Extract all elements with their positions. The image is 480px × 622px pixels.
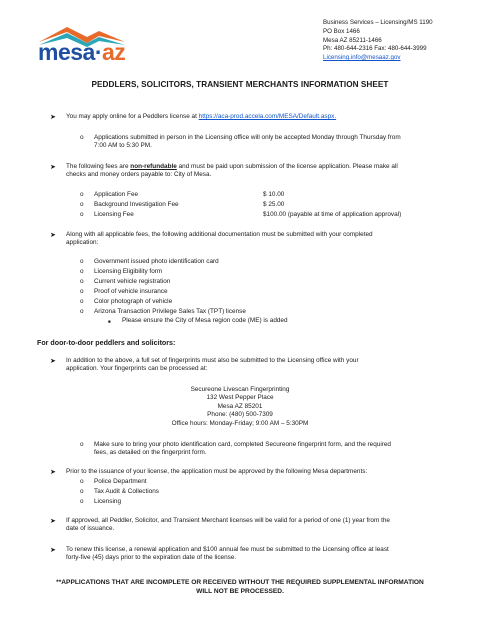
circle-bullet-icon: o (80, 268, 84, 275)
fingerprint-address: Secureone Livescan Fingerprinting 132 West Pepper Place Mesa AZ 85201 Phone: (480) 500-7309 Office hours: Monday-Friday; 9:00 AM – 5:30PM (171, 386, 309, 427)
circle-bullet-icon: o (80, 258, 84, 265)
fees-text: The following fees are non-refundable and must be paid upon submission of the license application. Please make all checks and money orders payable to: City of Mesa. (66, 163, 398, 179)
department-item: Tax Audit & Collections (94, 488, 160, 495)
circle-bullet-icon: o (80, 498, 84, 505)
circle-bullet-icon: o (80, 441, 84, 448)
doc-subnote: Please ensure the City of Mesa region code (ME) is added (122, 317, 288, 324)
department-item: Police Department (94, 478, 147, 485)
circle-bullet-icon: o (80, 308, 84, 315)
arrow-bullet-icon: ➤ (50, 518, 56, 525)
circle-bullet-icon: o (80, 191, 84, 198)
fee-amount: $ 10.00 (263, 191, 285, 198)
contact-block (323, 19, 433, 63)
arrow-bullet-icon: ➤ (50, 358, 56, 365)
contact-phone: Ph: 480-644-2316 Fax: 480-644-3999 (323, 45, 427, 53)
fingerprint-text: In addition to the above, a full set of fingerprints must also be submitted to the Licensing office with your application. Your fingerprints can be processed at: (66, 357, 359, 373)
doc-item: Licensing Eligibility form (94, 268, 163, 275)
doc-item: Color photograph of vehicle (94, 298, 173, 305)
arrow-bullet-icon: ➤ (50, 164, 56, 171)
docs-text: Along with all applicable fees, the following additional documentation must be submitted with your completed application: (66, 231, 373, 247)
validity-text: If approved, all Peddler, Solicitor, and Transient Merchant licenses will be valid for a period of one (1) year from the date of issuance. (66, 517, 390, 533)
circle-bullet-icon: o (80, 488, 84, 495)
incomplete-warning: **APPLICATIONS THAT ARE INCOMPLETE OR RECEIVED WITHOUT THE REQUIRED SUPPLEMENTAL INFORMATION WILL NOT BE PROCESSED. (56, 579, 424, 596)
fee-name: Background Investigation Fee (94, 201, 179, 208)
circle-bullet-icon: o (80, 201, 84, 208)
fee-amount: $ 25.00 (263, 201, 285, 208)
circle-bullet-icon: o (80, 478, 84, 485)
approval-text: Prior to the issuance of your license, the application must be approved by the following Mesa departments: (66, 468, 368, 475)
in-person-hours: Applications submitted in person in the Licensing office will only be accepted Monday through Thursday from 7:00 AM to 5:30 PM. (94, 134, 401, 150)
page-title: PEDDLERS, SOLICITORS, TRANSIENT MERCHANTS INFORMATION SHEET (91, 80, 389, 89)
bring-id-note: Make sure to bring your photo identification card, completed Secureone fingerprint form, and the required fees, as detailed on the fingerprint form. (94, 441, 391, 457)
circle-bullet-icon: o (80, 211, 84, 218)
renewal-text: To renew this license, a renewal application and $100 annual fee must be submitted to the Licensing office at least forty-five (45) days prior to the expiration date of the license. (66, 546, 389, 562)
doc-item: Current vehicle registration (94, 278, 171, 285)
square-bullet-icon: ■ (108, 319, 111, 324)
doc-item: Proof of vehicle insurance (94, 288, 168, 295)
online-apply-text: You may apply online for a Peddlers license at https://aca-prod.accela.com/MESA/Default.aspx. (66, 113, 337, 120)
logo-wordmark: mesa·az (38, 39, 126, 65)
doc-item: Arizona Transaction Privilege Sales Tax (TPT) license (94, 308, 246, 315)
contact-pobox: PO Box 1466 (323, 27, 360, 35)
circle-bullet-icon: o (80, 278, 84, 285)
arrow-bullet-icon: ➤ (50, 469, 56, 476)
arrow-bullet-icon: ➤ (50, 114, 56, 121)
contact-city: Mesa AZ 85211-1466 (323, 36, 382, 44)
circle-bullet-icon: o (80, 134, 84, 141)
contact-email-link[interactable]: Licensing.info@mesaaz.gov (323, 54, 401, 62)
fee-amount: $100.00 (payable at time of application approval) (263, 211, 402, 218)
circle-bullet-icon: o (80, 288, 84, 295)
contact-dept: Business Services – Licensing/MS 1190 (323, 19, 433, 26)
arrow-bullet-icon: ➤ (50, 547, 56, 554)
fee-name: Licensing Fee (94, 211, 134, 218)
fee-name: Application Fee (94, 191, 139, 198)
department-item: Licensing (94, 498, 122, 505)
doc-item: Government issued photo identification card (94, 258, 219, 265)
circle-bullet-icon: o (80, 298, 84, 305)
arrow-bullet-icon: ➤ (50, 232, 56, 239)
door-to-door-heading: For door-to-door peddlers and solicitors: (37, 339, 176, 347)
online-apply-link[interactable]: https://aca-prod.accela.com/MESA/Default.aspx. (198, 113, 337, 120)
